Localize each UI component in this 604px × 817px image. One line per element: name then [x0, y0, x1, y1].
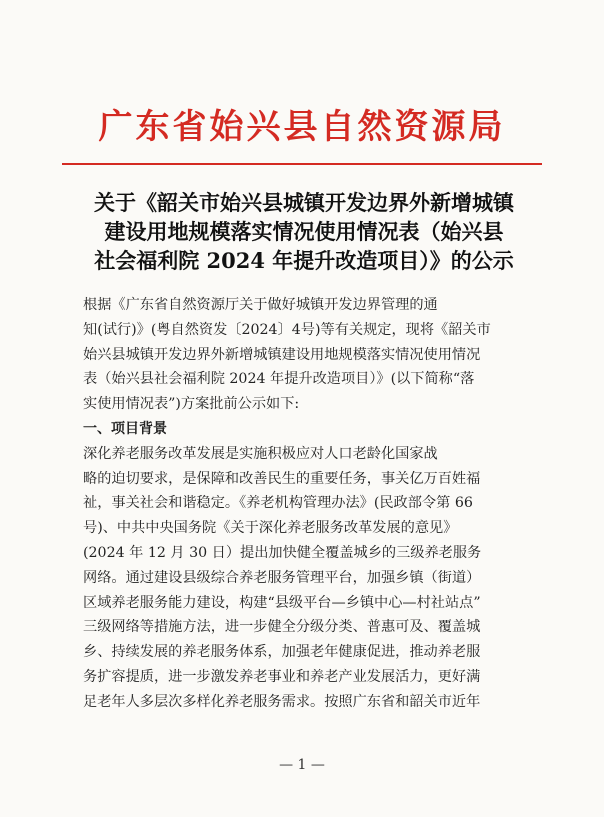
title-line: 关于《韶关市始兴县城镇开发边界外新增城镇 — [94, 190, 514, 215]
body-line: 务扩容提质，进一步激发养老事业和养老产业发展活力，更好满 — [83, 668, 481, 685]
red-header-rule — [62, 163, 542, 165]
body-line: 网络。通过建设县级综合养老服务管理平台，加强乡镇（街道） — [83, 569, 481, 586]
document-body — [83, 293, 527, 715]
document-title — [76, 188, 532, 275]
body-line: 表（始兴县社会福利院 2024 年提升改造项目）》(以下简称“落 — [83, 371, 475, 388]
body-line: 足老年人多层次多样化养老服务需求。按照广东省和韶关市近年 — [83, 693, 481, 710]
body-line: 根据《广东省自然资源厅关于做好城镇开发边界管理的通 — [83, 297, 438, 313]
body-line: 略的迫切要求，是保障和改善民生的重要任务，事关亿万百姓福 — [83, 470, 481, 487]
body-line: 号)、中共中央国务院《关于深化养老服务改革发展的意见》 — [83, 520, 458, 537]
section-heading-project-background: 一、项目背景 — [83, 420, 167, 437]
body-line: 始兴县城镇开发边界外新增城镇建设用地规模落实情况使用情况 — [83, 346, 481, 363]
body-line: 区域养老服务能力建设，构建“县级平台—乡镇中心—村社站点” — [83, 594, 481, 611]
body-line: 深化养老服务改革发展是实施积极应对人口老龄化国家战 — [83, 445, 438, 462]
body-line: (2024 年 12 月 30 日）提出加快健全覆盖城乡的三级养老服务 — [83, 544, 482, 561]
title-line: 社会福利院 2024 年提升改造项目）》的公示 — [94, 248, 514, 273]
title-line: 建设用地规模落实情况使用情况表（始兴县 — [104, 219, 504, 244]
page-number: — 1 — — [279, 757, 325, 773]
body-line: 实使用情况表”)方案批前公示如下: — [83, 396, 300, 413]
body-line: 祉，事关社会和谐稳定。《养老机构管理办法》(民政部令第 66 — [83, 495, 473, 512]
body-line: 知(试行)》(粤自然资发〔2024〕4号)等有关规定，现将《韶关市 — [83, 321, 491, 338]
body-line: 三级网络等措施方法，进一步健全分级分类、普惠可及、覆盖城 — [83, 619, 481, 636]
body-line: 乡、持续发展的养老服务体系，加强老年健康促进，推动养老服 — [83, 644, 481, 661]
issuing-organization-header: 广东省始兴县自然资源局 — [98, 107, 506, 147]
